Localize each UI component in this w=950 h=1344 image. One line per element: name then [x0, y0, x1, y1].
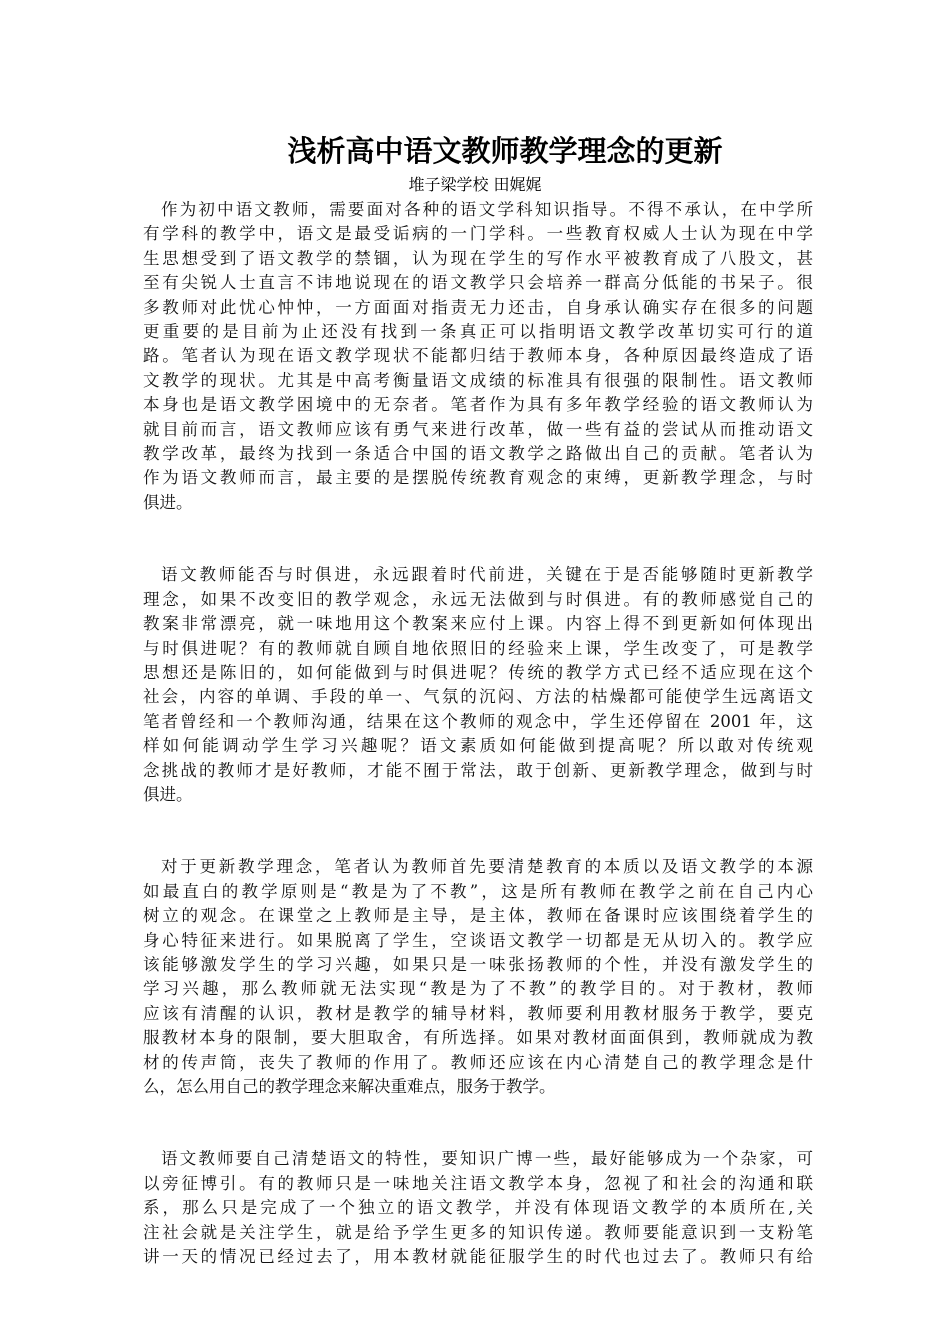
text-line: 俱进。 [143, 784, 193, 804]
text-line: 么，怎么用自己的教学理念来解决重难点，服务于教学。 [143, 1077, 556, 1096]
text-line: 理念，如果不改变旧的教学观念，永远无法做到与时俱进。有的教师感觉自己的 [143, 589, 813, 609]
text-line: 思想还是陈旧的，如何能做到与时俱进呢？传统的教学方式已经不适应现在这个 [143, 662, 813, 682]
text-line: 教案非常漂亮，就一味地用这个教案来应付上课。内容上得不到更新如何体现出 [143, 614, 813, 634]
text-line: 生思想受到了语文教学的禁锢，认为现在学生的写作水平被教育成了八股文，甚 [143, 248, 813, 268]
text-line: 俱进。 [143, 492, 193, 512]
text-line: 样如何能调动学生学习兴趣呢？语文素质如何能做到提高呢？所以敢对传统观 [143, 736, 813, 756]
document-body [143, 198, 813, 1317]
text-line: 作为语文教师而言，最主要的是摆脱传统教育观念的束缚，更新教学理念，与时 [143, 468, 813, 488]
text-line: 语文教师要自己清楚语文的特性，要知识广博一些，最好能够成为一个杂家，可 [161, 1149, 813, 1169]
text-line: 应该有清醒的认识，教材是教学的辅导材料，教师要利用教材服务于教学，要克 [143, 1003, 813, 1023]
text-line: 至有尖锐人士直言不讳地说现在的语文教学只会培养一群高分低能的书呆子。很 [143, 273, 813, 293]
text-line: 多教师对此忧心忡忡，一方面面对指责无力还击，自身承认确实存在很多的问题 [143, 297, 813, 317]
text-line: 如最直白的教学原则是“教是为了不教”，这是所有教师在教学之前在自己内心 [143, 881, 813, 901]
text-line: 与时俱进呢？有的教师就自顾自地依照旧的经验来上课，学生改变了，可是教学 [143, 638, 813, 658]
paragraph [143, 855, 813, 1099]
text-line: 服教材本身的限制，要大胆取舍，有所选择。如果对教材面面俱到，教师就成为教 [143, 1028, 813, 1048]
text-line: 对于更新教学理念，笔者认为教师首先要清楚教育的本质以及语文教学的本源 [161, 857, 813, 877]
paragraph [143, 198, 813, 515]
text-line: 就目前而言，语文教师应该有勇气来进行改革，做一些有益的尝试从而推动语文 [143, 419, 813, 439]
text-line: 身心特征来进行。如果脱离了学生，空谈语文教学一切都是无从切入的。教学应 [143, 930, 813, 950]
text-line: 文教学的现状。尤其是中高考衡量语文成绩的标准具有很强的限制性。语文教师 [143, 370, 813, 390]
text-line: 更重要的是目前为止还没有找到一条真正可以指明语文教学改革切实可行的道 [143, 322, 813, 342]
text-line: 路。笔者认为现在语文教学现状不能都归结于教师本身，各种原因最终造成了语 [143, 346, 813, 366]
document-author: 堆子梁学校 田娓娓 [408, 175, 542, 194]
text-line: 学习兴趣，那么教师就无法实现“教是为了不教”的教学目的。对于教材，教师 [143, 979, 813, 999]
text-line: 社会，内容的单调、手段的单一、气氛的沉闷、方法的枯燥都可能使学生远离语文 [143, 687, 813, 707]
text-line: 本身也是语文教学困境中的无奈者。笔者作为具有多年教学经验的语文教师认为 [143, 395, 813, 415]
paragraph [143, 1147, 813, 1269]
text-line: 该能够激发学生的学习兴趣，如果只是一味张扬教师的个性，并没有激发学生的 [143, 954, 813, 974]
text-line: 讲一天的情况已经过去了，用本教材就能征服学生的时代也过去了。教师只有给 [143, 1247, 813, 1267]
text-line: 系，那么只是完成了一个独立的语文教学，并没有体现语文教学的本质所在,关 [143, 1198, 813, 1218]
text-line: 有学科的教学中，语文是最受诟病的一门学科。一些教育权威人士认为现在中学 [143, 224, 813, 244]
text-line: 注社会就是关注学生，就是给予学生更多的知识传递。教师要能意识到一支粉笔 [143, 1222, 813, 1242]
text-line: 念挑战的教师才是好教师，才能不囿于常法，敢于创新、更新教学理念，做到与时 [143, 760, 813, 780]
text-line: 材的传声筒，丧失了教师的作用了。教师还应该在内心清楚自己的教学理念是什 [143, 1052, 813, 1072]
text-line: 以旁征博引。有的教师只是一味地关注语文教学本身，忽视了和社会的沟通和联 [143, 1173, 813, 1193]
document-title: 浅析高中语文教师教学理念的更新 [287, 134, 723, 168]
text-line: 教学改革，最终为找到一条适合中国的语文教学之路做出自己的贡献。笔者认为 [143, 444, 813, 464]
paragraph [143, 563, 813, 807]
text-line: 笔者曾经和一个教师沟通，结果在这个教师的观念中，学生还停留在 2001 年，这 [143, 711, 813, 731]
text-line: 语文教师能否与时俱进，永远跟着时代前进，关键在于是否能够随时更新教学 [161, 565, 813, 585]
text-line: 作为初中语文教师，需要面对各种的语文学科知识指导。不得不承认，在中学所 [161, 200, 813, 219]
text-line: 树立的观念。在课堂之上教师是主导，是主体，教师在备课时应该围绕着学生的 [143, 906, 813, 926]
